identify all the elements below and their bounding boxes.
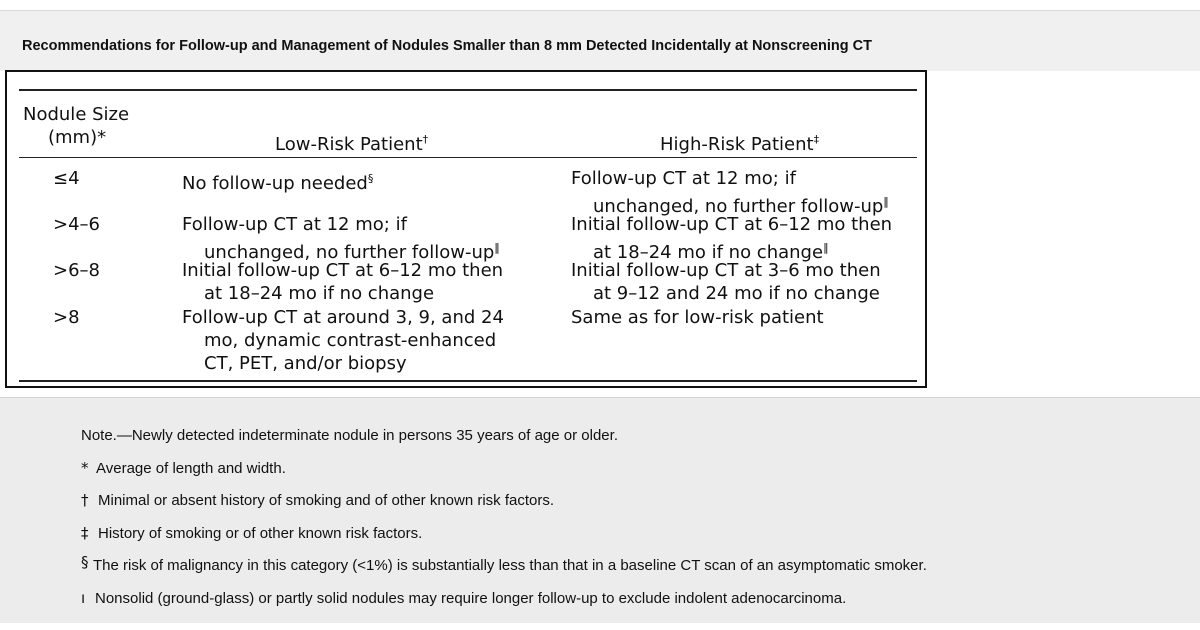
table-title: Recommendations for Follow-up and Management of Nodules Smaller than 8 mm Detected Incidentally at Nonscreening CT [22, 38, 872, 54]
footnote-dagger [81, 491, 554, 509]
header-nodule-size-unit [48, 126, 106, 149]
table-footnotes [0, 397, 1200, 623]
footnote-asterisk-symbol: * [81, 459, 89, 477]
row-1-low-line-1: No follow-up needed [182, 173, 368, 194]
footnote-asterisk [81, 459, 286, 477]
row-2-high-line-2: at 18–24 mo if no change [593, 242, 824, 263]
row-3-high-risk-line-1: Initial follow-up CT at 3–6 mo then [571, 260, 881, 281]
header-nodule-size [23, 103, 129, 126]
header-nodule-size-line1: Nodule Size [23, 104, 130, 125]
row-1-size: ≤4 [53, 168, 80, 189]
row-1-high-risk-line-1: Follow-up CT at 12 mo; if [571, 168, 796, 189]
row-4-low-risk-line-2: mo, dynamic contrast-enhanced [204, 330, 497, 351]
row-3-low-risk-line-2: at 18–24 mo if no change [204, 283, 435, 304]
header-high-risk-label: High-Risk Patient [660, 134, 814, 155]
row-4-size: >8 [53, 307, 80, 328]
header-nodule-size-line2: (mm)* [48, 127, 107, 148]
footnote-parallel-symbol: ı [81, 589, 86, 607]
header-low-risk [275, 128, 428, 156]
row-2-high-mark: ‖ [823, 241, 829, 254]
footnote-section [81, 553, 927, 574]
footnote-dagger-text: Minimal or absent history of smoking and of other known risk factors. [98, 492, 555, 509]
row-4-low-risk-line-3: CT, PET, and/or biopsy [204, 353, 407, 374]
row-1-high-line-2: unchanged, no further follow-up [593, 196, 884, 217]
row-4-high-risk-line-1: Same as for low-risk patient [571, 307, 824, 328]
row-2-low-mark: ‖ [494, 241, 500, 254]
header-low-risk-label: Low-Risk Patient [275, 134, 423, 155]
row-2-low-line-2: unchanged, no further follow-up [204, 242, 495, 263]
note-general-text: Note.—Newly detected indeterminate nodule in persons 35 years of age or older. [81, 427, 618, 444]
footnote-section-text: The risk of malignancy in this category (<1%) is substantially less than that in a baseline CT scan of an asymptomatic smoker. [93, 557, 927, 574]
header-low-risk-mark: † [422, 133, 429, 146]
row-3-size: >6–8 [53, 260, 100, 281]
footnote-double-dagger-symbol: ‡ [81, 524, 89, 542]
recommendations-table [5, 70, 927, 388]
row-1-low-risk [182, 167, 373, 195]
footnote-parallel-text: Nonsolid (ground-glass) or partly solid nodules may require longer follow-up to exclude indolent adenocarcinoma. [95, 590, 847, 607]
table-title-bar [0, 10, 1200, 71]
footnote-asterisk-text: Average of length and width. [96, 460, 286, 477]
row-2-size: >4–6 [53, 214, 100, 235]
table-header-rule [19, 157, 917, 158]
row-2-low-risk-line-1: Follow-up CT at 12 mo; if [182, 214, 407, 235]
footnote-double-dagger-text: History of smoking or of other known risk factors. [98, 525, 423, 542]
header-high-risk [660, 128, 819, 156]
table-bottom-rule [19, 380, 917, 382]
row-4-low-risk-line-1: Follow-up CT at around 3, 9, and 24 [182, 307, 504, 328]
footnote-section-symbol: § [81, 553, 89, 571]
footnote-parallel [81, 589, 846, 607]
footnote-double-dagger [81, 524, 422, 542]
note-general [81, 427, 618, 444]
footnote-dagger-symbol: † [81, 491, 89, 509]
row-1-low-mark: § [367, 172, 374, 185]
table-top-rule [19, 89, 917, 91]
row-3-low-risk-line-1: Initial follow-up CT at 6–12 mo then [182, 260, 504, 281]
row-2-high-risk-line-1: Initial follow-up CT at 6–12 mo then [571, 214, 893, 235]
row-1-high-mark: ‖ [883, 195, 889, 208]
header-high-risk-mark: ‡ [813, 133, 820, 146]
row-3-high-risk-line-2: at 9–12 and 24 mo if no change [593, 283, 880, 304]
